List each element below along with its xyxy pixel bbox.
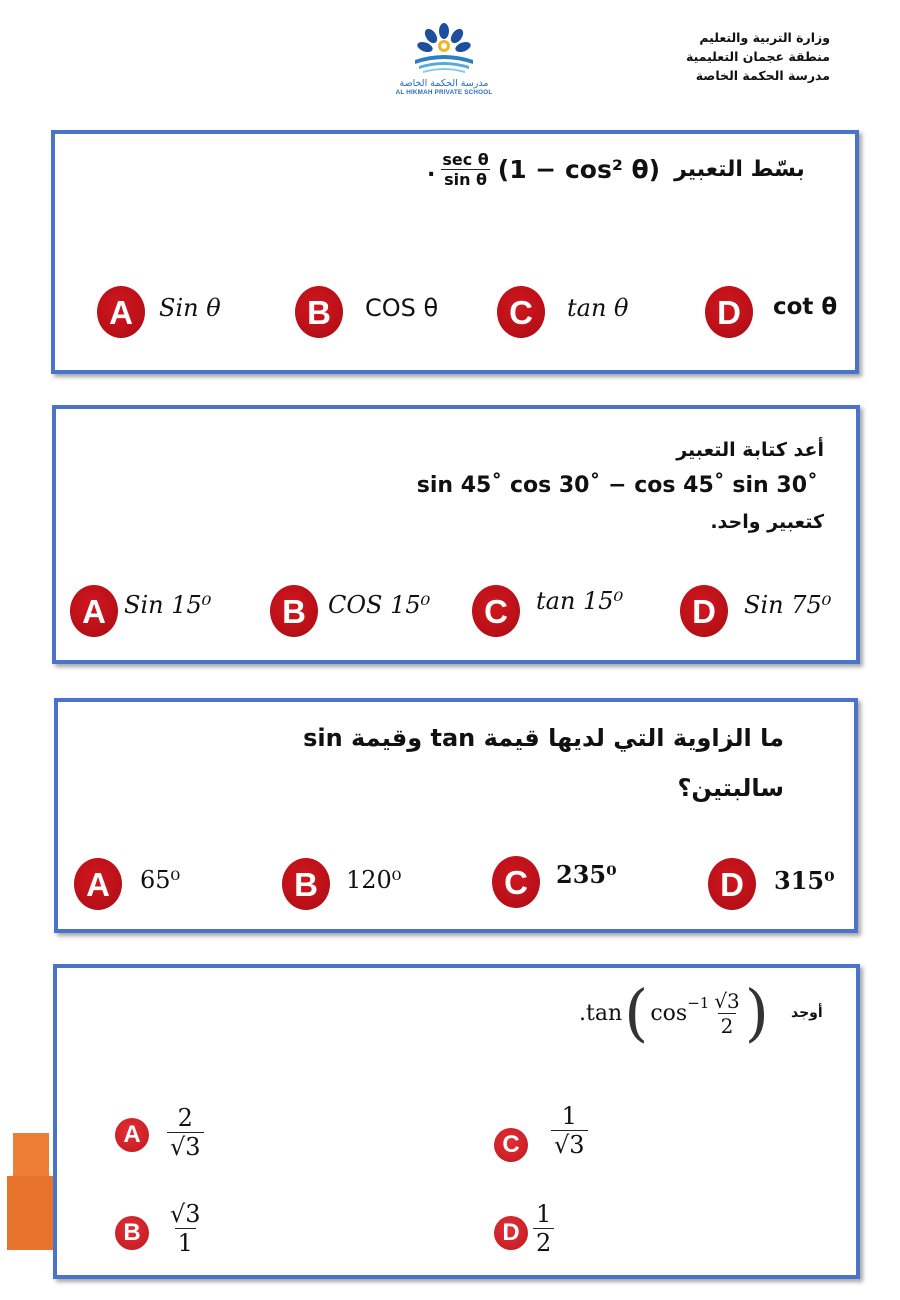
ministry-header (686, 28, 830, 85)
question-3-prompt-line1: ما الزاوية التي لديها قيمة tan وقيمة sin (303, 724, 784, 752)
option-d-text[interactable]: Sin 75⁰ (744, 591, 832, 619)
logo-english-name: AL HIKMAH PRIVATE SCHOOL (395, 89, 493, 96)
option-a-numerator: 2 (177, 1104, 193, 1132)
question-2-prompt-line1: أعد كتابة التعبير (676, 439, 824, 461)
option-d-text[interactable]: cot θ (773, 294, 838, 320)
option-b-text[interactable]: COS 15⁰ (328, 591, 431, 619)
option-c-text[interactable]: 235⁰ (556, 860, 617, 889)
logo-arabic-name: مدرسة الحكمة الخاصة (399, 78, 489, 89)
side-tab-decoration-lower (7, 1176, 53, 1250)
left-paren-icon: ( (624, 976, 649, 1049)
option-a-badge[interactable]: A (74, 858, 122, 910)
question-1-box (51, 130, 859, 374)
option-a-badge[interactable]: A (70, 585, 118, 637)
option-b-badge[interactable]: B (282, 858, 330, 910)
question-1-prompt: بسّط التعبير (674, 157, 805, 182)
question-3-box (54, 698, 858, 933)
question-4-denominator: 2 (718, 1013, 737, 1038)
question-4-numerator: √3 (714, 988, 740, 1013)
option-a-text[interactable]: Sin θ (159, 294, 221, 322)
option-c-value[interactable] (551, 1102, 588, 1159)
flower-book-logo-icon (385, 22, 503, 78)
question-4-fraction (711, 989, 742, 1038)
question-4-tan: .tan (579, 1000, 623, 1026)
option-d-badge[interactable]: D (494, 1216, 528, 1250)
option-c-badge[interactable]: C (472, 585, 520, 637)
question-4-inverse: −1 (687, 994, 710, 1012)
option-c-denominator: √3 (551, 1130, 588, 1159)
option-d-badge[interactable]: D (708, 858, 756, 910)
school-logo (385, 22, 503, 94)
option-d-value[interactable] (533, 1200, 554, 1257)
option-b-numerator: √3 (170, 1200, 201, 1228)
option-a-badge[interactable]: A (97, 286, 145, 338)
option-c-badge[interactable]: C (497, 286, 545, 338)
question-1-expression: (1 − cos² θ) (497, 155, 661, 184)
question-1-fraction (439, 150, 491, 189)
question-1-period: . (427, 157, 436, 182)
question-2-box (52, 405, 860, 664)
option-d-text[interactable]: 315⁰ (774, 866, 835, 895)
option-c-text[interactable]: tan 15⁰ (536, 587, 624, 615)
question-1-statement (427, 150, 805, 189)
option-a-text[interactable]: 65⁰ (140, 866, 181, 894)
question-4-cos: cos (650, 1000, 688, 1026)
option-b-badge[interactable]: B (295, 286, 343, 338)
right-paren-icon: ) (744, 976, 769, 1049)
question-1-numerator: sec θ (442, 150, 489, 169)
question-1-denominator: sin θ (441, 169, 490, 189)
option-d-numerator: 1 (536, 1200, 552, 1228)
option-d-badge[interactable]: D (705, 286, 753, 338)
question-2-prompt-line3: كتعبير واحد. (710, 511, 824, 533)
option-c-badge[interactable]: C (492, 856, 540, 908)
question-4-prompt: أوجد (790, 1005, 823, 1021)
option-c-numerator: 1 (561, 1102, 577, 1130)
option-b-text[interactable]: 120⁰ (346, 866, 402, 894)
option-b-badge[interactable]: B (115, 1216, 149, 1250)
header-line-ministry: وزارة التربية والتعليم (699, 30, 830, 45)
option-b-denominator: 1 (175, 1228, 196, 1257)
option-b-text[interactable]: COS θ (365, 294, 439, 322)
question-2-expression: sin 45˚ cos 30˚ − cos 45˚ sin 30˚ (416, 473, 818, 498)
option-b-badge[interactable]: B (270, 585, 318, 637)
option-c-text[interactable]: tan θ (567, 294, 629, 322)
header-line-zone: منطقة عجمان التعليمية (686, 49, 830, 64)
question-3-prompt-line2: سالبتين؟ (677, 774, 784, 802)
question-4-box (53, 964, 860, 1279)
question-4-statement (579, 976, 823, 1049)
option-a-badge[interactable]: A (115, 1118, 149, 1152)
header-line-school: مدرسة الحكمة الخاصة (695, 68, 830, 83)
option-a-text[interactable]: Sin 15⁰ (124, 591, 212, 619)
option-d-denominator: 2 (533, 1228, 554, 1257)
option-b-value[interactable] (167, 1200, 204, 1257)
option-a-denominator: √3 (167, 1132, 204, 1161)
option-a-value[interactable] (167, 1104, 204, 1161)
option-d-badge[interactable]: D (680, 585, 728, 637)
option-c-badge[interactable]: C (494, 1128, 528, 1162)
